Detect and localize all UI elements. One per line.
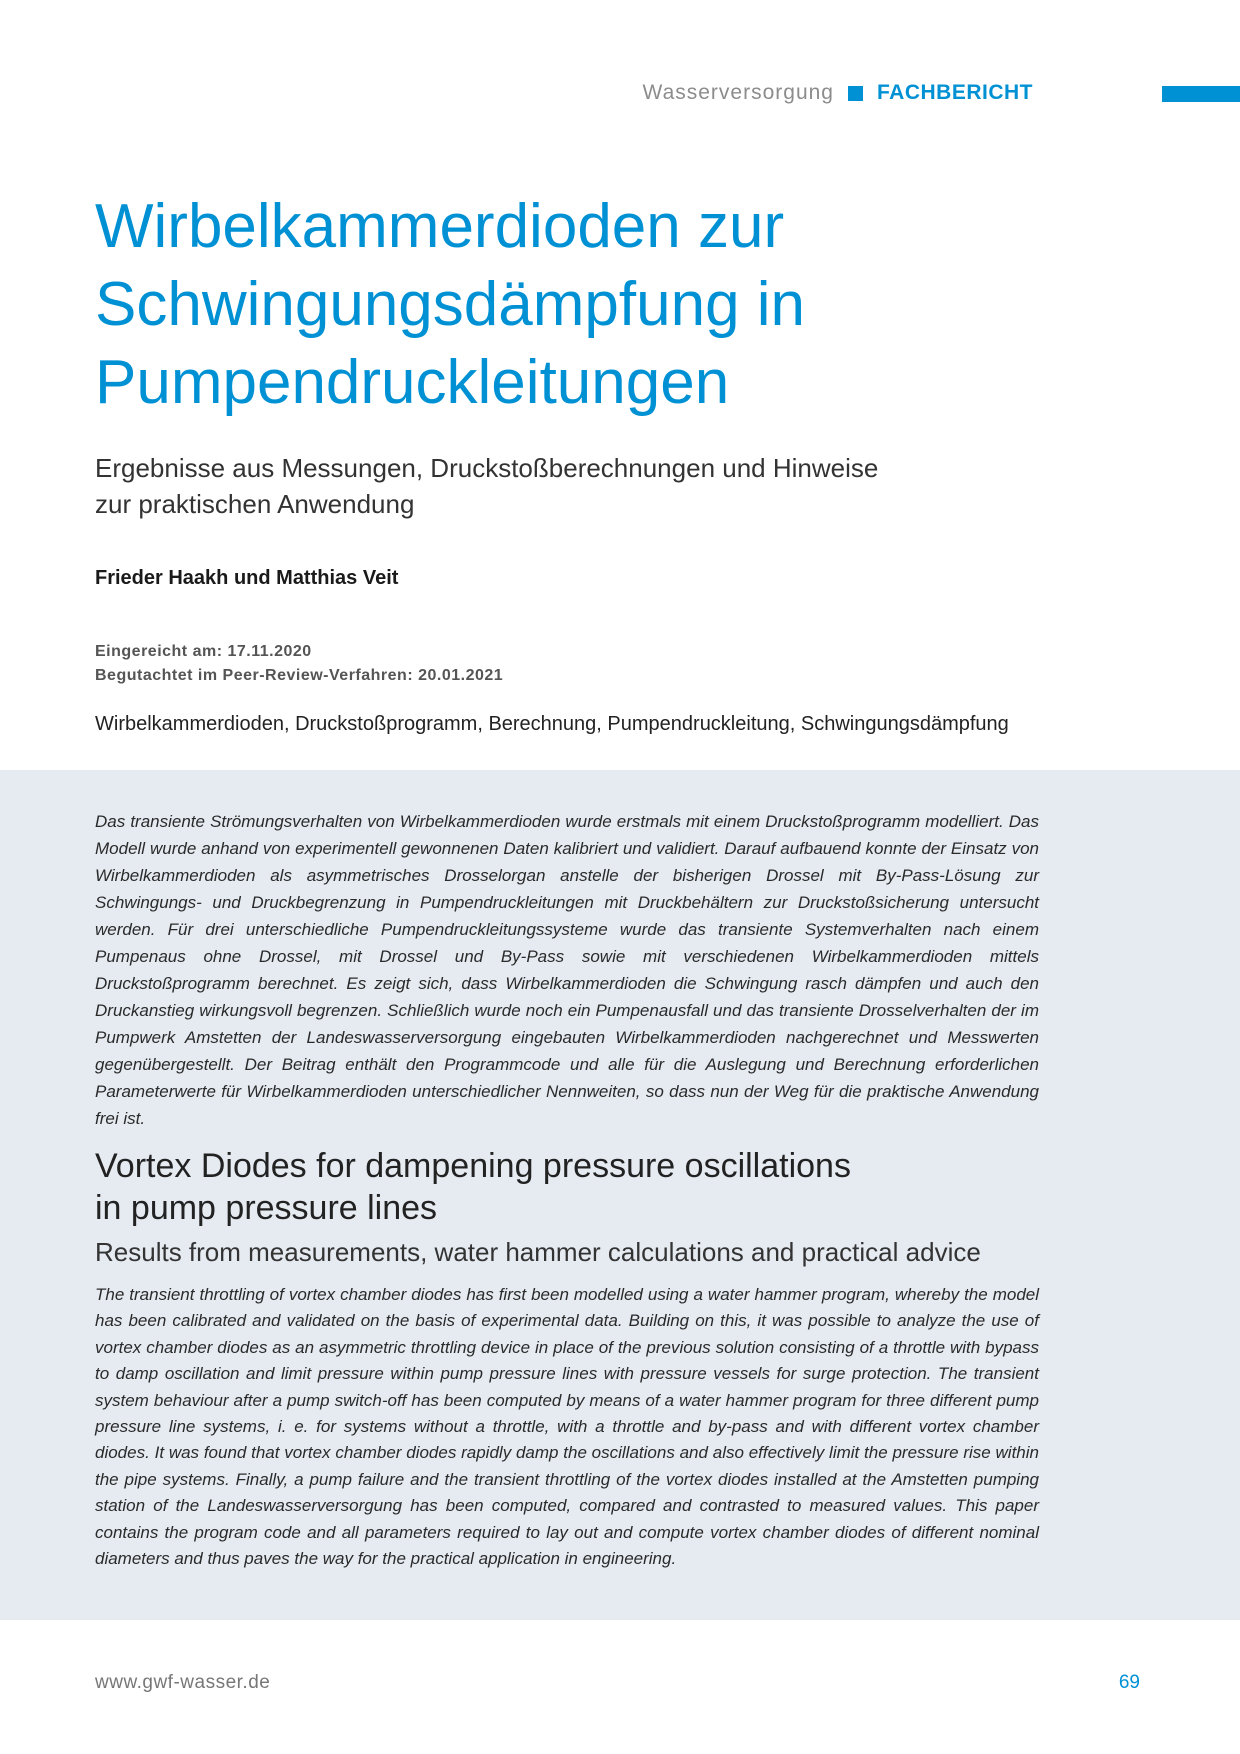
subtitle-line: zur praktischen Anwendung bbox=[95, 489, 415, 519]
keywords: Wirbelkammerdioden, Druckstoßprogramm, Berechnung, Pumpendruckleitung, Schwingungsdämpfung bbox=[95, 713, 1009, 735]
running-header bbox=[643, 78, 1033, 108]
page-number: 69 bbox=[1118, 1672, 1140, 1693]
header-square-marker bbox=[848, 86, 863, 101]
article-title bbox=[95, 188, 1095, 422]
english-title-line: Vortex Diodes for dampening pressure oscillations bbox=[95, 1147, 851, 1185]
reviewed-date: Begutachtet im Peer-Review-Verfahren: 20.01.2021 bbox=[95, 667, 504, 684]
review-dates bbox=[95, 640, 503, 688]
submitted-date: Eingereicht am: 17.11.2020 bbox=[95, 643, 312, 660]
subtitle-line: Ergebnisse aus Messungen, Druckstoßberechnungen und Hinweise bbox=[95, 453, 879, 483]
abstract-german: Das transiente Strömungsverhalten von Wirbelkammerdioden wurde erstmals mit einem Druckstoßprogramm modelliert. Das Modell wurde anhand von experimentell gewonnenen Daten kalibriert und validiert. Darauf aufbauend konnte der Einsatz von Wirbelkammerdioden als asymmetrisches Drosselorgan anstelle der bisherigen Drossel mit By-Pass-Lösung zur Schwingungs- und Druckbegrenzung in Pumpendruckleitungen mit Druckbehältern zur Druckstoßsicherung untersucht werden. Für drei unterschiedliche Pumpendruckleitungssysteme wurde das transiente Systemverhalten nach einem Pumpenaus ohne Drossel, mit Drossel und By-Pass sowie mit verschiedenen Wirbelkammerdioden mittels Druckstoßprogramm berechnet. Es zeigt sich, dass Wirbelkammerdioden die Schwingung rasch dämpfen und auch den Druckanstieg wirkungsvoll begrenzen. Schließlich wurde noch ein Pumpenausfall und das transiente Drosselverhalten der im Pumpwerk Amstetten der Landeswasserversorgung eingebauten Wirbelkammerdioden nachgerechnet und Messwerten gegenübergestellt. Der Beitrag enthält den Programmcode und alle für die Auslegung und Berechnung erforderlichen Parameterwerte für Wirbelkammerdioden unterschiedlicher Nennweiten, so dass nun der Weg für die praktische Anwendung frei ist. bbox=[95, 812, 1039, 1128]
english-title-line: in pump pressure lines bbox=[95, 1189, 438, 1227]
header-article-type: FACHBERICHT bbox=[877, 81, 1033, 104]
title-line: Schwingungsdämpfung in bbox=[95, 270, 806, 339]
abstract-english: The transient throttling of vortex chamber diodes has first been modelled using a water hammer program, whereby the model has been calibrated and validated on the basis of experimental data. Building on this, it was possible to analyze the use of vortex chamber diodes as an asymmetric throttling device in place of the previous solution consisting of a throttle with bypass to damp oscillation and limit pressure within pump pressure lines with pressure vessels for surge protection. The transient system behaviour after a pump switch-off has been computed by means of a water hammer program for three different pump pressure line systems, i. e. for systems without a throttle, with a throttle and by-pass and with different vortex chamber diodes. It was found that vortex chamber diodes rapidly damp the oscillations and also effectively limit the pressure rise within the pipe systems. Finally, a pump failure and the transient throttling of the vortex diodes installed at the Amstetten pumping station of the Landeswasserversorgung has been computed, compared and contrasted to measured values. This paper contains the program code and all parameters required to lay out and compute vortex chamber diodes of different nominal diameters and thus paves the way for the practical application in engineering. bbox=[95, 1285, 1039, 1569]
english-title bbox=[95, 1145, 1095, 1229]
english-subtitle: Results from measurements, water hammer calculations and practical advice bbox=[95, 1237, 981, 1267]
authors: Frieder Haakh und Matthias Veit bbox=[95, 567, 399, 589]
footer-url: www.gwf-wasser.de bbox=[95, 1672, 271, 1693]
header-section: Wasserversorgung bbox=[642, 81, 834, 104]
article-subtitle bbox=[95, 450, 995, 522]
title-line: Pumpendruckleitungen bbox=[95, 348, 730, 417]
title-line: Wirbelkammerdioden zur bbox=[95, 192, 785, 261]
edge-color-bar bbox=[1162, 86, 1240, 102]
